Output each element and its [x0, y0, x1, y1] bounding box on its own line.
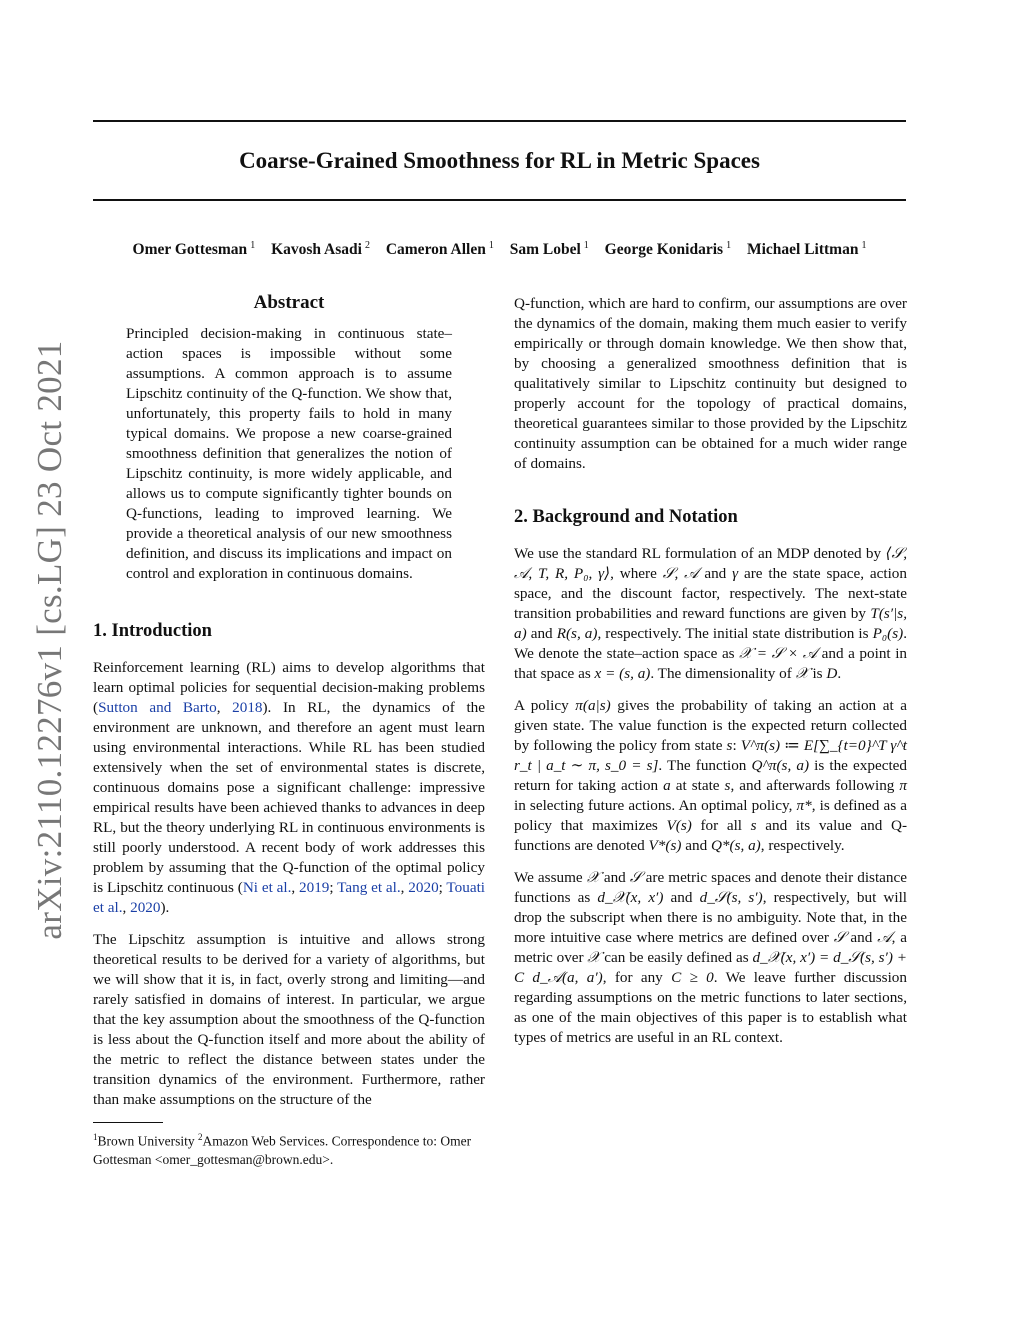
citation-tang[interactable]: Tang et al.	[337, 879, 401, 896]
citation-touati-year[interactable]: 2020	[130, 899, 161, 916]
footnote-rule	[93, 1122, 163, 1123]
citation-tang-year[interactable]: 2020	[408, 879, 439, 896]
affil-marker-2: 2	[198, 1132, 203, 1142]
right-column	[514, 294, 907, 1060]
author-3: Cameron Allen $^1$	[385, 240, 494, 259]
author-list	[93, 235, 906, 261]
paper-title: Coarse-Grained Smoothness for RL in Metric Spaces	[239, 148, 760, 173]
title-rule-bottom	[93, 199, 906, 201]
abstract-body: Principled decision-making in continuous state–action spaces is impossible without some assumptions. A common approach is to assume Lipschitz continuity of the Q-function. We show that, unfortunately, this property fails to hold in many typical domains. We propose a new coarse-grained smoothness definition that generalizes the notion of Lipschitz continuity, is more widely applicable, and allows us to compute significantly tighter bounds on Q-functions, leading to improved learning. We provide a theoretical analysis of our new smoothness definition, and discuss its implications and impact on control and exploration in continuous domains.	[126, 325, 452, 582]
affil-marker-1: 1	[93, 1132, 98, 1142]
citation-sutton-barto-year[interactable]: 2018	[232, 699, 263, 716]
title-rule-top	[93, 120, 906, 122]
author-2: Kavosh Asadi $^2$	[271, 240, 370, 259]
author-4: Sam Lobel $^1$	[509, 240, 589, 259]
section-heading-background: 2. Background and Notation	[514, 507, 738, 527]
abstract-heading: Abstract	[253, 292, 325, 313]
author-5: George Konidaris $^1$	[604, 240, 732, 259]
background-paragraph-3: We assume 𝒳 and 𝒮 are metric spaces and denote their distance functions as d_𝒳(x, x′) and d_𝒮(s, s′), respectively, but will drop the subscript when there is no ambiguity. Note that, in the more intuitive case where metrics are defined over 𝒮 and 𝒜, a metric over 𝒳 can be easily defined as d_𝒳(x, x′) = d_𝒮(s, s′) + C d_𝒜(a, a′), for any C ≥ 0. We leave further discussion regarding assumptions on the metric functions to later sections, as one of the main objectives of this paper is to establish what types of metrics are useful in an RL context.	[514, 869, 908, 1046]
background-paragraph-2: A policy π(a|s) gives the probability of taking an action at a given state. The value function is the expected return collected by following the policy from state s: V^π(s) ≔ E[∑_{t=0}^T γ^t r_t | a_t ∼ π, s_0 = s]. The function Q^π(s, a) is the expected return for taking action a at state s, and afterwards following π in selecting future actions. An optimal policy, π*, is defined as a policy that maximizes V(s) for all s and its value and Q-functions are denoted V*(s) and Q*(s, a), respectively.	[514, 697, 908, 854]
author-6: Michael Littman $^1$	[746, 240, 867, 259]
author-1: Omer Gottesman $^1$	[132, 240, 256, 259]
intro-paragraph-1: Reinforcement learning (RL) aims to develop algorithms that learn optimal policies for sequential decision-making problems (Sutton and Barto, 2018). In RL, the dynamics of the environment are unknown, and therefore an agent must learn using environmental interactions. While RL has been studied extensively when the set of environmental states is discrete, continuous domains pose a significant challenge: impressive empirical results have been achieved thanks to advances in deep RL, but the theory underlying RL in continuous environments is still poorly understood. A recent body of work addresses this problem by assuming that the Q-function of the optimal policy is Lipschitz continuous (Ni et al., 2019; Tang et al., 2020; Touati et al., 2020).	[93, 659, 486, 916]
arxiv-identifier-stamp: arXiv:2110.12276v1 [cs.LG] 23 Oct 2021	[30, 340, 69, 940]
citation-sutton-barto[interactable]: Sutton and Barto	[98, 699, 217, 716]
intro-paragraph-2: The Lipschitz assumption is intuitive and allows strong theoretical results to be derived for a variety of algorithms, but we will show that it is, in fact, overly strong and limiting—and rarely satisfied in domains of interest. In particular, we argue that the key assumption about the smoothness of the Q-function is less about the Q-function itself and more about the ability of the metric to reflect the distance between states under the transition dynamics of the environment. Furthermore, rather than make assumptions on the structure of the	[93, 931, 485, 1108]
citation-ni-year[interactable]: 2019	[299, 879, 330, 896]
background-paragraph-1: We use the standard RL formulation of an MDP denoted by ⟨𝒮, 𝒜, T, R, P₀, γ⟩, where 𝒮, 𝒜 and γ are the state space, action space, and the discount factor, respectively. The next-state transition probabilities and reward functions are given by T(s′|s, a) and R(s, a), respectively. The initial state distribution is P₀(s). We denote the state–action space as 𝒳 = 𝒮 × 𝒜 and a point in that space as x = (s, a). The dimensionality of 𝒳 is D.	[514, 545, 908, 682]
citation-touati[interactable]: Touati et al.	[93, 879, 486, 916]
intro-paragraph-2-continued: Q-function, which are hard to confirm, our assumptions are over the dynamics of the domain, making them much easier to verify empirically or through domain knowledge. We then show that, by choosing a generalized smoothness definition that is qualitatively similar to Lipschitz continuity but designed to properly account for the topology of practical domains, theoretical guarantees similar to those provided by the Lipschitz continuity assumption can be obtained for a much wider range of domains.	[514, 295, 907, 472]
citation-ni[interactable]: Ni et al.	[242, 879, 292, 896]
left-column	[93, 290, 485, 1169]
affiliation-footnote: $^1$Brown University $^2$Amazon Web Services. Correspondence to: Omer Gottesman <omer_gottesman@brown.edu>.	[93, 1132, 472, 1167]
section-heading-introduction: 1. Introduction	[93, 621, 212, 641]
